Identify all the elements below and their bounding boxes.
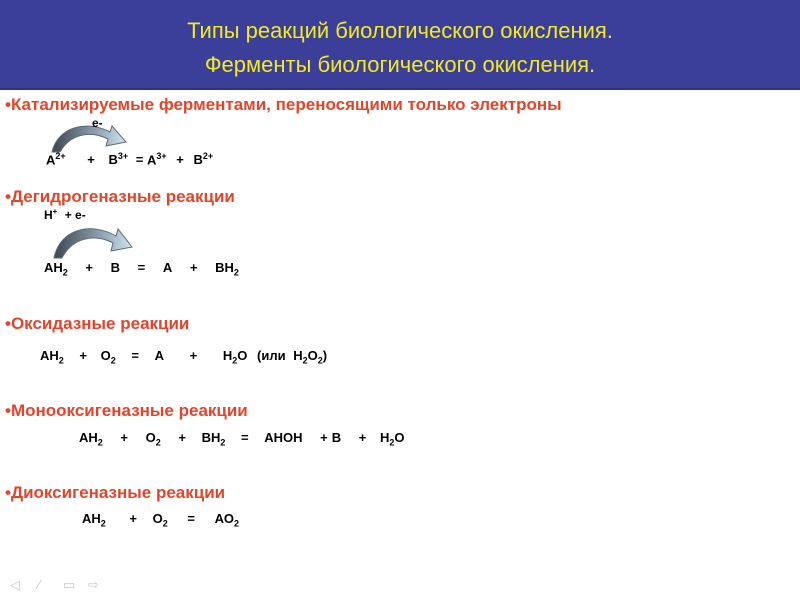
eq-sub: 2	[58, 355, 64, 366]
eq-term: АН	[82, 511, 101, 526]
eq-sup: 3+	[156, 151, 167, 161]
eq-term: Н	[293, 348, 303, 363]
eq-plus: +	[129, 511, 138, 526]
section-heading-dioxygenase	[5, 483, 225, 503]
eq-plus: +	[358, 430, 367, 445]
eq-term: В	[108, 152, 118, 168]
label-rest: + е-	[64, 208, 86, 222]
eq-term: О	[152, 511, 163, 526]
page-title-line-2: Ферменты биологического окисления.	[204, 52, 596, 77]
bullet-marker: •	[5, 187, 11, 206]
eq-term: В	[193, 152, 203, 168]
eq-equals: =	[241, 430, 249, 445]
eq-term: ВН	[215, 260, 234, 275]
eq-sub: 2	[233, 267, 239, 278]
bullet-marker: •	[5, 314, 11, 333]
eq-term: АН	[79, 430, 98, 445]
label-sup: +	[52, 207, 58, 216]
heading-text: Диоксигеназные реакции	[10, 483, 226, 502]
eq-term: О	[237, 348, 248, 363]
eq-term: А	[147, 152, 157, 168]
eq-sub: 2	[155, 437, 161, 448]
section-heading-electron-transfer	[5, 95, 562, 115]
curved-arrow-icon	[50, 220, 136, 260]
eq-term: В	[331, 430, 342, 445]
section-heading-monooxygenase	[5, 401, 248, 421]
eq-sub: 2	[232, 355, 238, 366]
equation-monooxygenase	[79, 430, 405, 448]
eq-term: О	[307, 348, 318, 363]
eq-plus: +	[189, 260, 198, 275]
menu-icon[interactable]: ▭	[63, 577, 76, 592]
eq-plus: +	[85, 260, 94, 275]
equation-electron-transfer	[46, 151, 213, 167]
eq-plus: +	[189, 348, 198, 363]
eq-sub: 2	[233, 518, 239, 529]
page-title-line-1: Типы реакций биологического окисления.	[187, 18, 613, 43]
eq-sub: 2	[100, 518, 106, 529]
heading-text: Монооксигеназные реакции	[10, 401, 248, 420]
eq-equals: =	[187, 511, 195, 526]
equation-dioxygenase	[82, 511, 239, 529]
label-h: Н	[44, 208, 53, 222]
eq-sup: 2+	[55, 151, 66, 161]
eq-sup: 2+	[202, 151, 214, 161]
eq-sub: 2	[162, 518, 168, 529]
eq-sub: 2	[389, 437, 395, 448]
pen-icon[interactable]: ∕	[38, 577, 41, 592]
eq-term: А	[162, 260, 173, 275]
eq-plus: +	[178, 430, 186, 445]
eq-term: А	[46, 152, 56, 168]
eq-sub: 2	[97, 437, 103, 448]
eq-equals: =	[131, 348, 139, 363]
eq-plus: +	[79, 348, 88, 363]
eq-term: ВН	[201, 430, 221, 445]
eq-sub: 2	[302, 355, 308, 366]
eq-sub: 2	[317, 355, 323, 366]
eq-term: О	[145, 430, 156, 445]
bullet-marker: •	[5, 95, 11, 114]
eq-equals: =	[135, 152, 144, 168]
eq-note: )	[322, 348, 328, 363]
eq-sup: 3+	[117, 151, 129, 161]
eq-plus: +	[87, 152, 95, 168]
eq-plus: +	[320, 430, 328, 445]
eq-term: О	[100, 348, 111, 363]
right-arrow-icon[interactable]: ⇨	[88, 577, 99, 592]
eq-term: АНОН	[264, 430, 303, 445]
eq-term: В	[110, 260, 121, 275]
eq-sub: 2	[110, 355, 116, 366]
eq-term: А	[154, 348, 165, 363]
title-bar	[0, 0, 800, 90]
eq-term: АН	[44, 260, 63, 275]
eq-term: Н	[222, 348, 233, 363]
heading-text: Дегидрогеназные реакции	[10, 187, 235, 206]
electron-label: е-	[92, 116, 103, 130]
heading-text: Оксидазные реакции	[10, 314, 190, 333]
eq-sub: 2	[62, 267, 68, 278]
eq-term: АО	[214, 511, 234, 526]
eq-term: АН	[40, 348, 59, 363]
section-heading-dehydrogenase	[5, 187, 235, 207]
heading-text: Катализируемые ферментами, переносящими только электроны	[10, 95, 562, 114]
section-heading-oxidase	[5, 314, 189, 334]
eq-note: (или	[257, 348, 286, 363]
eq-term: Н	[380, 430, 390, 445]
left-arrow-icon[interactable]: ◁	[10, 577, 20, 592]
eq-plus: +	[176, 152, 184, 168]
bullet-marker: •	[5, 483, 11, 502]
eq-sub: 2	[220, 437, 226, 448]
eq-equals: =	[137, 260, 146, 275]
equation-oxidase	[40, 348, 327, 366]
eq-plus: +	[120, 430, 129, 445]
equation-dehydrogenase	[44, 260, 239, 278]
bullet-marker: •	[5, 401, 11, 420]
eq-term: О	[394, 430, 405, 445]
curved-arrow-icon	[48, 118, 130, 154]
